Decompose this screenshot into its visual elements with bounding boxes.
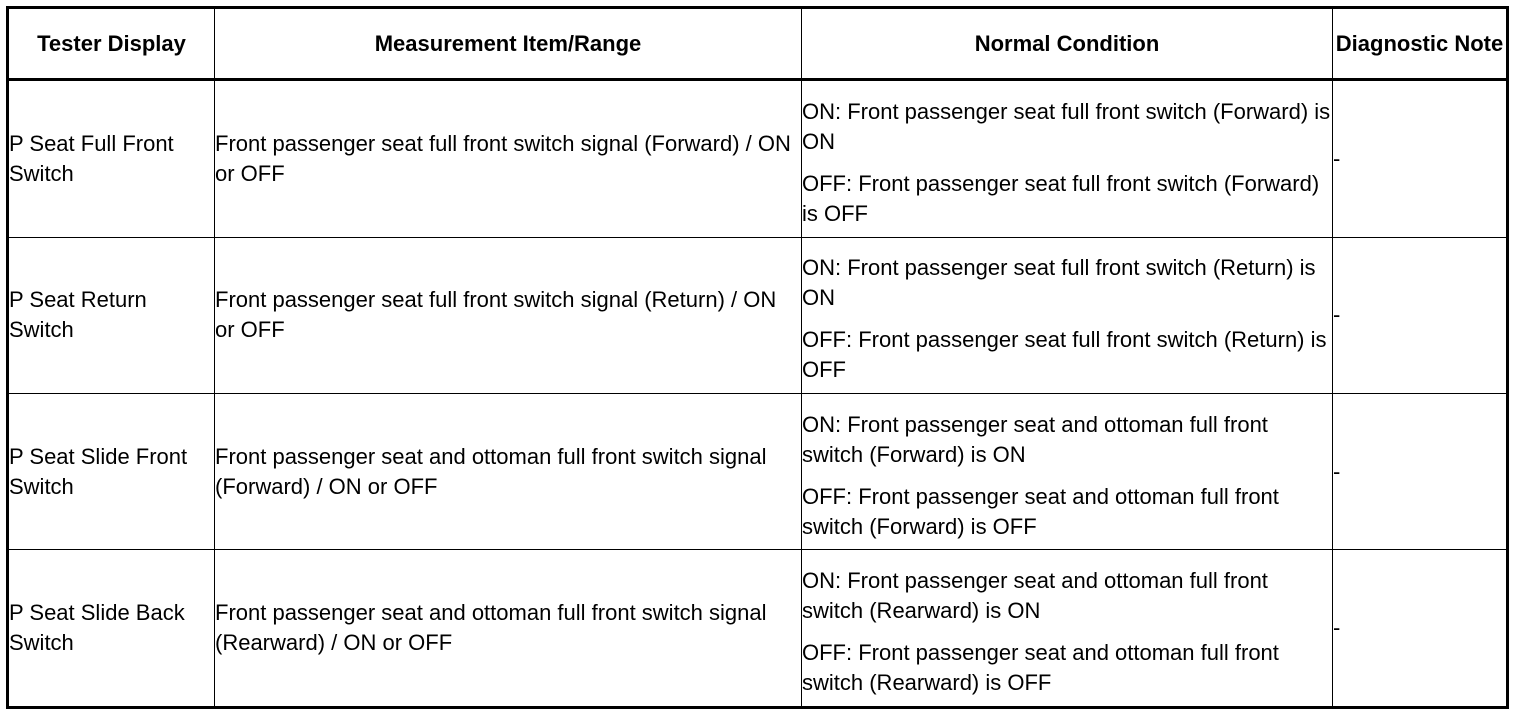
tester-display-cell: P Seat Slide Front Switch: [8, 393, 215, 549]
diagnostic-note-cell: -: [1333, 237, 1508, 393]
normal-condition-cell: [802, 550, 1333, 708]
measurement-cell: Front passenger seat and ottoman full front switch signal (Forward) / ON or OFF: [215, 393, 802, 549]
normal-on-text: ON: Front passenger seat full front switch (Forward) is ON: [802, 98, 1331, 154]
normal-off-text: OFF: Front passenger seat full front switch (Return) is OFF: [802, 327, 1327, 383]
measurement-cell: Front passenger seat full front switch signal (Return) / ON or OFF: [215, 237, 802, 393]
normal-condition-cell: [802, 237, 1333, 393]
header-tester-display: Tester Display: [8, 8, 215, 80]
header-diagnostic-note: Diagnostic Note: [1333, 8, 1508, 80]
normal-off-text: OFF: Front passenger seat full front switch (Forward) is OFF: [802, 170, 1320, 226]
measurement-cell: Front passenger seat full front switch signal (Forward) / ON or OFF: [215, 80, 802, 238]
normal-on-text: ON: Front passenger seat and ottoman full front switch (Rearward) is ON: [802, 568, 1268, 624]
diagnostic-note-cell: -: [1333, 393, 1508, 549]
table-row: [8, 550, 1508, 708]
measurement-cell: Front passenger seat and ottoman full front switch signal (Rearward) / ON or OFF: [215, 550, 802, 708]
tester-display-cell: P Seat Full Front Switch: [8, 80, 215, 238]
header-row: [8, 8, 1508, 80]
header-measurement-item: Measurement Item/Range: [215, 8, 802, 80]
diagnostic-note-cell: -: [1333, 80, 1508, 238]
normal-condition-cell: [802, 80, 1333, 238]
table-row: [8, 393, 1508, 549]
header-normal-condition: Normal Condition: [802, 8, 1333, 80]
normal-off-text: OFF: Front passenger seat and ottoman full front switch (Rearward) is OFF: [802, 640, 1279, 696]
normal-off-text: OFF: Front passenger seat and ottoman full front switch (Forward) is OFF: [802, 483, 1279, 539]
table-row: [8, 237, 1508, 393]
normal-on-text: ON: Front passenger seat full front switch (Return) is ON: [802, 255, 1316, 311]
normal-on-text: ON: Front passenger seat and ottoman full front switch (Forward) is ON: [802, 411, 1268, 467]
normal-condition-cell: [802, 393, 1333, 549]
diagnostic-note-cell: -: [1333, 550, 1508, 708]
table-row: [8, 80, 1508, 238]
data-list-table: [6, 6, 1509, 709]
tester-display-cell: P Seat Slide Back Switch: [8, 550, 215, 708]
tester-display-cell: P Seat Return Switch: [8, 237, 215, 393]
